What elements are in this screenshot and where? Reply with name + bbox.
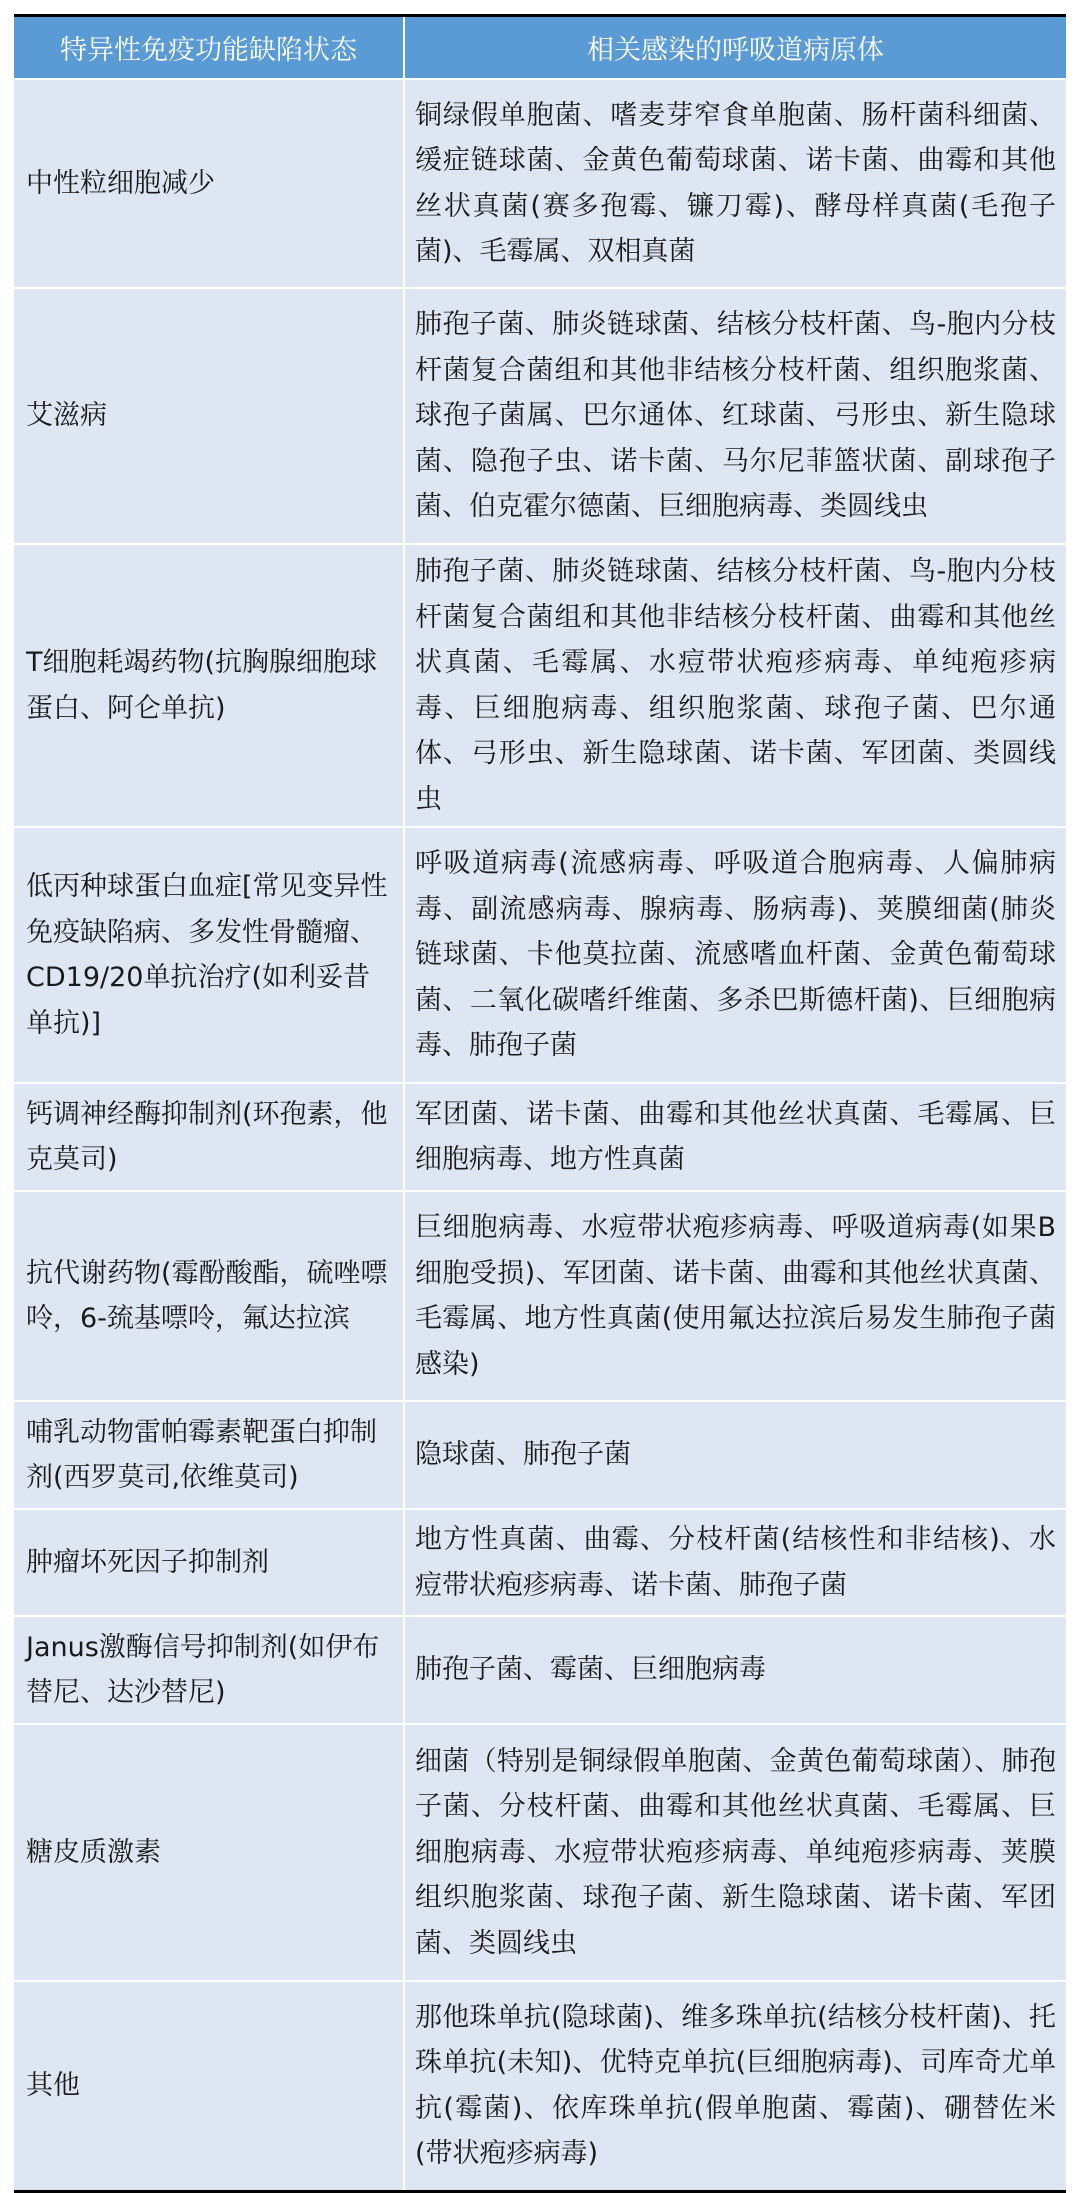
table-row	[14, 1981, 1066, 2191]
row-state-cell: 糖皮质激素	[14, 1724, 404, 1981]
row-pathogens-cell: 呼吸道病毒(流感病毒、呼吸道合胞病毒、人偏肺病毒、副流感病毒、腺病毒、肠病毒)、荚膜细菌(肺炎链球菌、卡他莫拉菌、流感嗜血杆菌、金黄色葡萄球菌、二氧化碳嗜纤维菌、多杀巴斯德杆菌)、巨细胞病毒、肺孢子菌	[404, 827, 1066, 1083]
row-pathogens-cell: 肺孢子菌、霉菌、巨细胞病毒	[404, 1616, 1066, 1724]
row-state-cell: 低丙种球蛋白血症[常见变异性免疫缺陷病、多发性骨髓瘤、CD19/20单抗治疗(如利妥昔单抗)]	[14, 827, 404, 1083]
header-respiratory-pathogens: 相关感染的呼吸道病原体	[404, 17, 1066, 79]
row-state-cell: 其他	[14, 1981, 404, 2191]
table-row	[14, 544, 1066, 827]
row-pathogens-cell: 肺孢子菌、肺炎链球菌、结核分枝杆菌、鸟-胞内分枝杆菌复合菌组和其他非结核分枝杆菌、曲霉和其他丝状真菌、毛霉属、水痘带状疱疹病毒、单纯疱疹病毒、巨细胞病毒、组织胞浆菌、球孢子菌、巴尔通体、弓形虫、新生隐球菌、诺卡菌、军团菌、类圆线虫	[404, 544, 1066, 827]
table-row	[14, 1724, 1066, 1981]
row-pathogens-cell: 军团菌、诺卡菌、曲霉和其他丝状真菌、毛霉属、巨细胞病毒、地方性真菌	[404, 1083, 1066, 1191]
row-pathogens-cell: 肺孢子菌、肺炎链球菌、结核分枝杆菌、鸟-胞内分枝杆菌复合菌组和其他非结核分枝杆菌、组织胞浆菌、球孢子菌属、巴尔通体、红球菌、弓形虫、新生隐球菌、隐孢子虫、诺卡菌、马尔尼菲篮状菌、副球孢子菌、伯克霍尔德菌、巨细胞病毒、类圆线虫	[404, 288, 1066, 544]
infection-table-container	[14, 14, 1066, 2193]
row-state-cell: Janus激酶信号抑制剂(如伊布替尼、达沙替尼)	[14, 1616, 404, 1724]
row-state-cell: 中性粒细胞减少	[14, 79, 404, 288]
row-pathogens-cell: 细菌（特别是铜绿假单胞菌、金黄色葡萄球菌）、肺孢子菌、分枝杆菌、曲霉和其他丝状真菌、毛霉属、巨细胞病毒、水痘带状疱疹病毒、单纯疱疹病毒、荚膜组织胞浆菌、球孢子菌、新生隐球菌、诺卡菌、军团菌、类圆线虫	[404, 1724, 1066, 1981]
row-state-cell: 肿瘤坏死因子抑制剂	[14, 1509, 404, 1616]
table-row	[14, 1083, 1066, 1191]
row-state-cell: 哺乳动物雷帕霉素靶蛋白抑制剂(西罗莫司,依维莫司)	[14, 1401, 404, 1509]
table-row	[14, 1191, 1066, 1401]
table-row	[14, 1509, 1066, 1616]
row-pathogens-cell: 巨细胞病毒、水痘带状疱疹病毒、呼吸道病毒(如果B细胞受损)、军团菌、诺卡菌、曲霉和其他丝状真菌、毛霉属、地方性真菌(使用氟达拉滨后易发生肺孢子菌感染)	[404, 1191, 1066, 1401]
row-state-cell: 抗代谢药物(霉酚酸酯，硫唑嘌呤，6-巯基嘌呤，氟达拉滨	[14, 1191, 404, 1401]
immunodeficiency-pathogen-table	[14, 17, 1066, 2193]
table-header-row	[14, 17, 1066, 79]
row-pathogens-cell: 地方性真菌、曲霉、分枝杆菌(结核性和非结核)、水痘带状疱疹病毒、诺卡菌、肺孢子菌	[404, 1509, 1066, 1616]
row-state-cell: 艾滋病	[14, 288, 404, 544]
row-pathogens-cell: 那他珠单抗(隐球菌)、维多珠单抗(结核分枝杆菌)、托珠单抗(未知)、优特克单抗(巨细胞病毒)、司库奇尤单抗(霉菌)、依库珠单抗(假单胞菌、霉菌)、硼替佐米(带状疱疹病毒)	[404, 1981, 1066, 2191]
table-row	[14, 1616, 1066, 1724]
table-row	[14, 288, 1066, 544]
table-row	[14, 79, 1066, 288]
row-pathogens-cell: 铜绿假单胞菌、嗜麦芽窄食单胞菌、肠杆菌科细菌、缓症链球菌、金黄色葡萄球菌、诺卡菌、曲霉和其他丝状真菌(赛多孢霉、镰刀霉)、酵母样真菌(毛孢子菌)、毛霉属、双相真菌	[404, 79, 1066, 288]
row-state-cell: 钙调神经酶抑制剂(环孢素，他克莫司)	[14, 1083, 404, 1191]
header-immune-defect-state: 特异性免疫功能缺陷状态	[14, 17, 404, 79]
row-pathogens-cell: 隐球菌、肺孢子菌	[404, 1401, 1066, 1509]
table-row	[14, 1401, 1066, 1509]
row-state-cell: T细胞耗竭药物(抗胸腺细胞球蛋白、阿仑单抗)	[14, 544, 404, 827]
table-row	[14, 827, 1066, 1083]
